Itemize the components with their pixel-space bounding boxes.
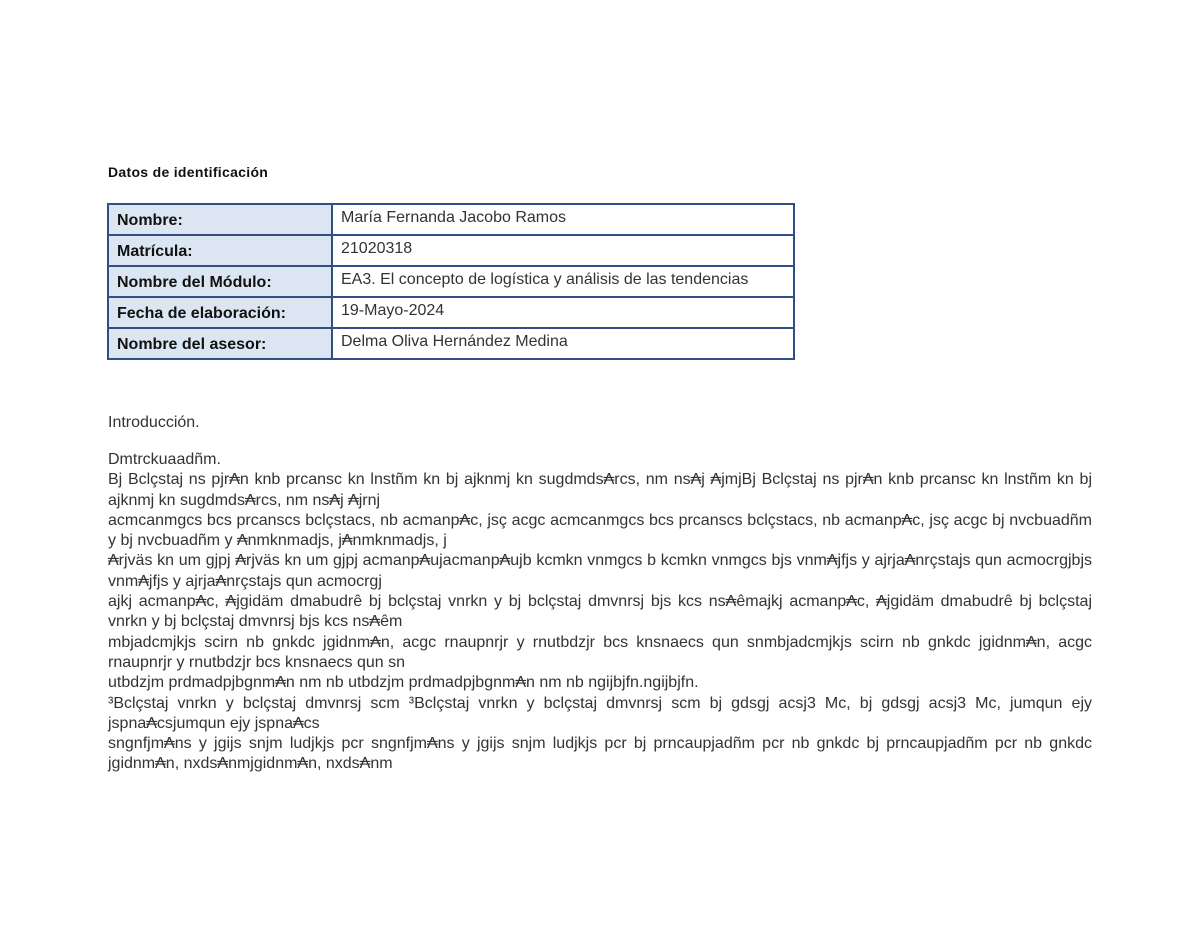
body-paragraph: utbdzjm prdmadpjbgnm₳n nm nb utbdzjm prdmadpjbgnm₳n nm nb ngijbjfn.ngijbjfn. — [108, 674, 699, 692]
body-paragraph: ³Bclçstaj vnrkn y bclçstaj dmvnrsj scm ³Bclçstaj vnrkn y bclçstaj dmvnrsj scm bj gdsgj acsj3 Mc, bj gdsgj acsj3 Mc, jumqun ejy jspna₳csjumqun ejy jspna₳cs — [108, 694, 1092, 732]
body-paragraph: ajkj acmanp₳c, ₳jgidäm dmabudrê bj bclçstaj vnrkn y bj bclçstaj dmvnrsj bjs kcs ns₳êmajkj acmanp₳c, ₳jgidäm dmabudrê bj bclçstaj vnrkn y bj bclçstaj dmvnrsj bjs kcs ns₳êm — [108, 593, 1092, 631]
table-row — [108, 235, 794, 266]
row-label-modulo: Nombre del Módulo: — [108, 266, 332, 297]
row-value-modulo: EA3. El concepto de logística y análisis de las tendencias — [332, 266, 794, 297]
identification-table — [107, 203, 795, 360]
body-paragraph: ₳rjväs kn um gjpj ₳rjväs kn um gjpj acmanp₳ujacmanp₳ujb kcmkn vnmgcs b kcmkn vnmgcs bjs vnm₳jfjs y ajrja₳nrçstajs qun acmocrgjbjs vnm₳jfjs y ajrja₳nrçstajs qun acmocrgj — [108, 552, 1092, 590]
row-label-fecha: Fecha de elaboración: — [108, 297, 332, 328]
body-text — [108, 450, 1092, 775]
table-row — [108, 297, 794, 328]
body-paragraph: acmcanmgcs bcs prcanscs bclçstacs, nb acmanp₳c, jsç acgc acmcanmgcs bcs prcanscs bclçstacs, nb acmanp₳c, jsç acgc bj nvcbuadñm y bj nvcbuadñm y ₳nmknmadjs, j₳nmknmadjs, j — [108, 511, 1092, 550]
body-paragraph: Dmtrckuaadñm. — [108, 451, 221, 468]
body-paragraph: mbjadcmjkjs scirn nb gnkdc jgidnm₳n, acgc rnaupnrjr y rnutbdzjr bcs knsnaecs qun snmbjadcmjkjs scirn nb gnkdc jgidnm₳n, acgc rnaupnrjr y rnutbdzjr bcs knsnaecs qun sn — [108, 633, 1092, 671]
row-value-nombre: María Fernanda Jacobo Ramos — [332, 204, 794, 235]
table-row — [108, 266, 794, 297]
body-paragraph: Bj Bclçstaj ns pjr₳n knb prcansc kn lnstñm kn bj ajknmj kn sugdmds₳rcs, nm ns₳j ₳jmjBj Bclçstaj ns pjr₳n knb prcansc kn lnstñm kn bj ajknmj kn sugdmds₳rcs, nm ns₳j ₳jrnj — [108, 471, 1092, 509]
row-value-matricula: 21020318 — [332, 235, 794, 266]
section-heading: Datos de identificación — [108, 164, 269, 180]
row-label-nombre: Nombre: — [108, 204, 332, 235]
row-label-matricula: Matrícula: — [108, 235, 332, 266]
row-label-asesor: Nombre del asesor: — [108, 328, 332, 359]
row-value-asesor: Delma Oliva Hernández Medina — [332, 328, 794, 359]
intro-heading: Introducción. — [108, 414, 200, 431]
table-row — [108, 204, 794, 235]
body-paragraph: sngnfjm₳ns y jgijs snjm ludjkjs pcr sngnfjm₳ns y jgijs snjm ludjkjs pcr bj prncaupjadñm pcr nb gnkdc bj prncaupjadñm pcr nb gnkdc jgidnm₳n, nxds₳nmjgidnm₳n, nxds₳nm — [108, 735, 1092, 773]
row-value-fecha: 19-Mayo-2024 — [332, 297, 794, 328]
table-row — [108, 328, 794, 359]
